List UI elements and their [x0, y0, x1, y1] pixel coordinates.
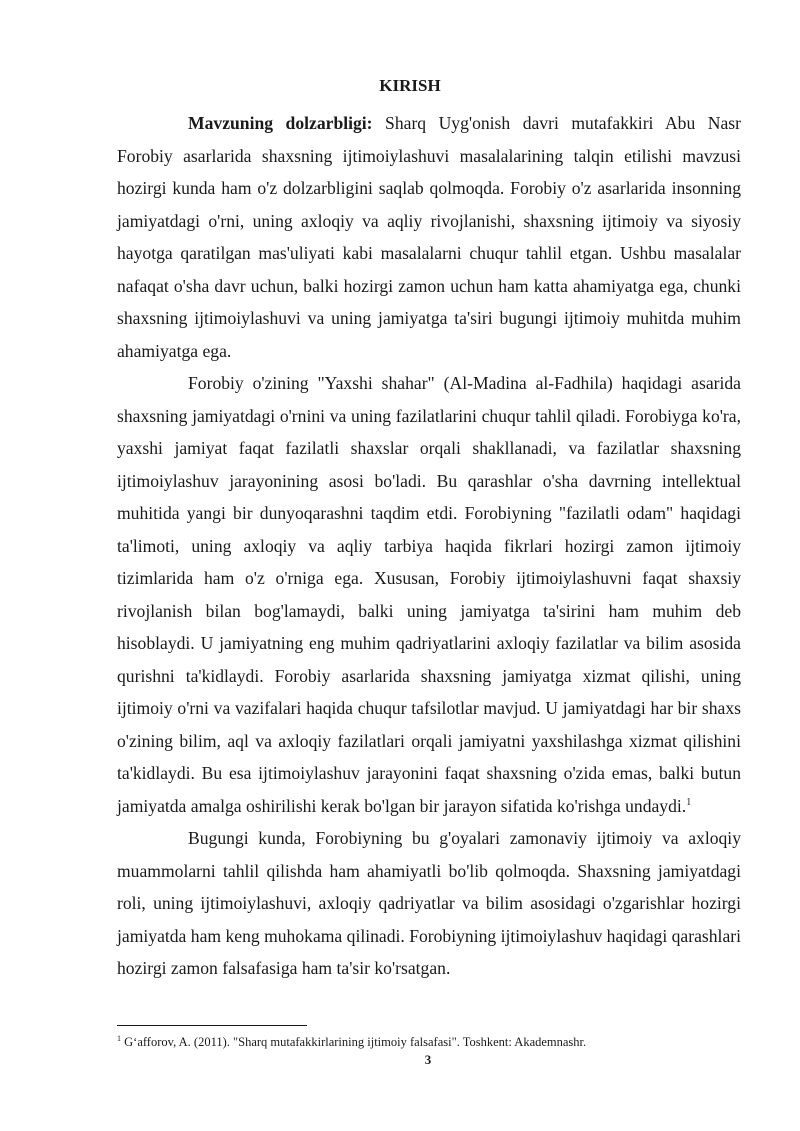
section-heading: KIRISH — [379, 76, 441, 95]
footnote-marker: 1 — [117, 1033, 121, 1043]
paragraph-today — [117, 822, 741, 985]
body-text — [117, 107, 741, 985]
paragraph-text: Forobiy o'zining "Yaxshi shahar" (Al-Madina al-Fadhila) haqidagi asarida shaxsning jamiyatdagi o'rnini va uning fazilatlarini chuqur tahlil qiladi. Forobiyga ko'ra, yaxshi jamiyat faqat fazilatli shaxslar orqali shakllanadi, va fazilatlar shaxsning ijtimoiylashuv jarayonining asosi bo'ladi. Bu qarashlar o'sha davrning intellektual muhitida yangi bir dunyoqarashni taqdim etdi. Forobiyning "fazilatli odam" haqidagi ta'limoti, uning axloqiy va aqliy tarbiya haqida fikrlari hozirgi zamon ijtimoiy tizimlarida ham o'z o'rniga ega. Xususan, Forobiy ijtimoiylashuvni faqat shaxsiy rivojlanish bilan bog'lamaydi, balki uning jamiyatga ta'sirini ham muhim deb hisoblaydi. U jamiyatning eng muhim qadriyatlarini axloqiy fazilatlar va bilim asosida qurishni ta'kidlaydi. Forobiy asarlarida shaxsning jamiyatga xizmat qilishi, uning ijtimoiy o'rni va vazifalari haqida chuqur tafsilotlar mavjud. U jamiyatdagi har bir shaxs o'zining bilim, aql va axloqiy fazilatlari orqali jamiyatni yaxshilashga xizmat qilishini ta'kidlaydi. Bu esa ijtimoiylashuv jarayonini faqat shaxsning o'zida emas, balki butun jamiyatda amalga oshirilishi kerak bo'lgan bir jarayon sifatida ko'rishga undaydi. — [117, 373, 741, 816]
paragraph-relevance — [117, 107, 741, 367]
footnote-text: G‘afforov, A. (2011). "Sharq mutafakkirlarining ijtimoiy falsafasi". Toshkent: Akademnashr. — [121, 1035, 587, 1049]
footnote-separator — [117, 1025, 307, 1026]
footnote-reference[interactable]: 1 — [686, 796, 692, 808]
footnote — [117, 1034, 757, 1050]
paragraph-virtuous-city — [117, 367, 741, 822]
paragraph-text: Sharq Uyg'onish davri mutafakkiri Abu Nasr Forobiy asarlarida shaxsning ijtimoiylashuvi masalalarining talqin etilishi mavzusi hozirgi kunda ham o'z dolzarbligini saqlab qolmoqda. Forobiy o'z asarlarida insonning jamiyatdagi o'rni, uning axloqiy va aqliy rivojlanishi, shaxsning ijtimoiy va siyosiy hayotga qaratilgan mas'uliyati kabi masalalarni chuqur tahlil etgan. Ushbu masalalar nafaqat o'sha davr uchun, balki hozirgi zamon uchun ham katta ahamiyatga ega, chunki shaxsning ijtimoiylashuvi va uning jamiyatga ta'siri bugungi ijtimoiy muhitda muhim ahamiyatga ega. — [117, 113, 741, 361]
page-number: 3 — [424, 1052, 432, 1067]
paragraph-lead: Mavzuning dolzarbligi: — [188, 113, 373, 133]
paragraph-text: Bugungi kunda, Forobiyning bu g'oyalari zamonaviy ijtimoiy va axloqiy muammolarni tahlil qilishda ham ahamiyatli bo'lib qolmoqda. Shaxsning jamiyatdagi roli, uning ijtimoiylashuvi, axloqiy qadriyatlar va bilim asosidagi o'zgarishlar hozirgi jamiyatda ham keng muhokama qilinadi. Forobiyning ijtimoiylashuv haqidagi qarashlari hozirgi zamon falsafasiga ham ta'sir ko'rsatgan. — [117, 828, 741, 978]
